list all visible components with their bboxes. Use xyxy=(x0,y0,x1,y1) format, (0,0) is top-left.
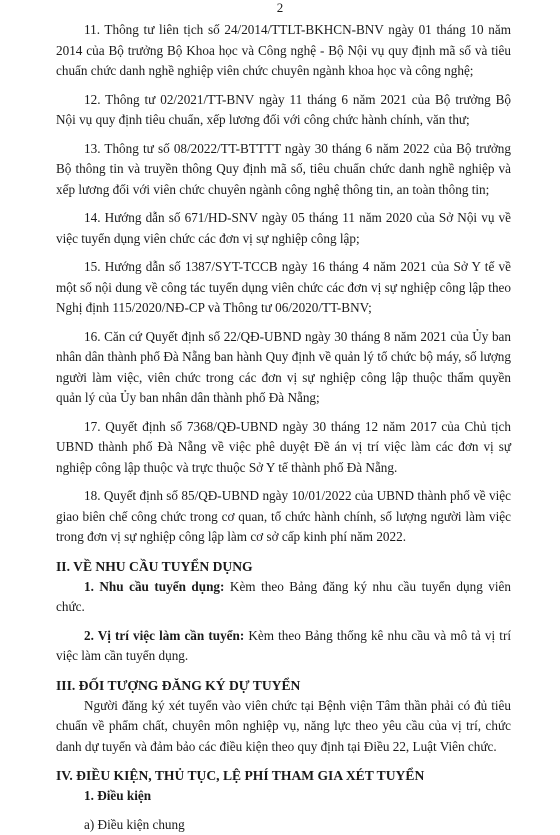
legal-basis-item-18: 18. Quyết định số 85/QĐ-UBND ngày 10/01/2022 của UBND thành phố về việc giao biên chế công chức trong cơ quan, tổ chức hành chính, số lượng người làm việc trong đơn vị sự nghiệp công lập làm cơ sở cấp kinh phí năm 2022. xyxy=(56,486,511,548)
legal-basis-item-13: 13. Thông tư số 08/2022/TT-BTTTT ngày 30 tháng 6 năm 2022 của Bộ trưởng Bộ thông tin và truyền thông Quy định mã số, tiêu chuẩn chức danh nghề nghiệp và xếp lương đối với viên chức chuyên ngành công nghệ thông tin, an toàn thông tin; xyxy=(56,139,511,201)
legal-basis-item-11: 11. Thông tư liên tịch số 24/2014/TTLT-BKHCN-BNV ngày 01 tháng 10 năm 2014 của Bộ trưởng Bộ Khoa học và Công nghệ - Bộ Nội vụ quy định mã số và tiêu chuẩn chức danh nghề nghiệp viên chức chuyên ngành khoa học và công nghệ; xyxy=(56,20,511,82)
legal-basis-item-16: 16. Căn cứ Quyết định số 22/QĐ-UBND ngày 30 tháng 8 năm 2021 của Ủy ban nhân dân thành phố Đà Nẵng ban hành Quy định về quản lý tổ chức bộ máy, số lượng người làm việc, viên chức trong các đơn vị sự nghiệp công lập thuộc thẩm quyền quản lý của Ủy ban nhân dân thành phố Đà Nẵng; xyxy=(56,327,511,409)
section-2-item-1 xyxy=(56,577,511,618)
section-4-general-conditions: a) Điều kiện chung xyxy=(56,815,511,835)
section-2-heading: II. VỀ NHU CẦU TUYỂN DỤNG xyxy=(56,556,511,577)
section-2-item-2-text: Kèm theo Bảng thống kê nhu cầu và mô tả vị trí việc làm cần tuyển dụng. xyxy=(56,628,511,664)
section-4-heading: IV. ĐIỀU KIỆN, THỦ TỤC, LỆ PHÍ THAM GIA XÉT TUYỂN xyxy=(56,765,511,786)
legal-basis-item-14: 14. Hướng dẫn số 671/HD-SNV ngày 05 tháng 11 năm 2020 của Sở Nội vụ về việc tuyển dụng viên chức các đơn vị sự nghiệp công lập; xyxy=(56,208,511,249)
legal-basis-item-17: 17. Quyết định số 7368/QĐ-UBND ngày 30 tháng 12 năm 2017 của Chủ tịch UBND thành phố Đà Nẵng về việc phê duyệt Đề án vị trí việc làm các đơn vị sự nghiệp công lập thuộc và trực thuộc Sở Y tế thành phố Đà Nẵng. xyxy=(56,417,511,479)
document-body xyxy=(56,20,511,835)
section-4-subheading-conditions: 1. Điều kiện xyxy=(56,786,511,807)
section-2-item-1-text: Kèm theo Bảng đăng ký nhu cầu tuyển dụng viên chức. xyxy=(56,579,511,615)
legal-basis-item-12: 12. Thông tư 02/2021/TT-BNV ngày 11 tháng 6 năm 2021 của Bộ trưởng Bộ Nội vụ quy định tiêu chuẩn, xếp lương đối với công chức hành chính, văn thư; xyxy=(56,90,511,131)
section-3-heading: III. ĐỐI TƯỢNG ĐĂNG KÝ DỰ TUYỂN xyxy=(56,675,511,696)
section-2-item-1-label: 1. Nhu cầu tuyển dụng: xyxy=(84,579,224,594)
legal-basis-item-15: 15. Hướng dẫn số 1387/SYT-TCCB ngày 16 tháng 4 năm 2021 của Sở Y tế về một số nội dung về công tác tuyển dụng viên chức các đơn vị sự nghiệp công lập theo Nghị định 115/2020/NĐ-CP và Thông tư 06/2020/TT-BNV; xyxy=(56,257,511,319)
page-number: 2 xyxy=(0,0,560,16)
section-3-text: Người đăng ký xét tuyển vào viên chức tại Bệnh viện Tâm thần phải có đủ tiêu chuẩn về phẩm chất, chuyên môn nghiệp vụ, năng lực theo yêu cầu của vị trí, chức danh dự tuyển và đảm bảo các điều kiện theo quy định tại Điều 22, Luật Viên chức. xyxy=(56,696,511,758)
section-2-item-2-label: 2. Vị trí việc làm cần tuyển: xyxy=(84,628,244,643)
section-2-item-2 xyxy=(56,626,511,667)
